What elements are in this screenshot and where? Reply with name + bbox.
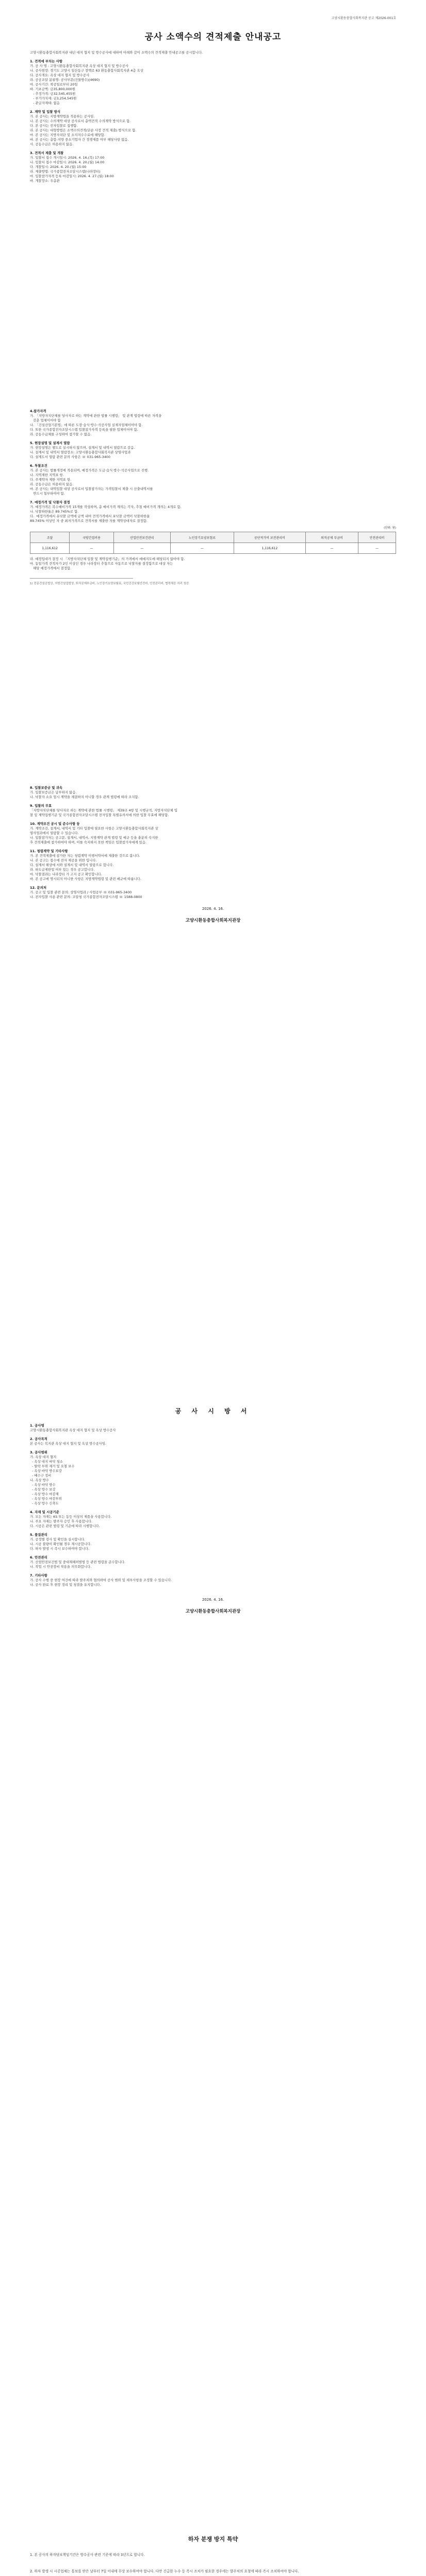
notice-organization: 고양시환동충합사회복지관장 (185, 918, 241, 923)
list-item: 가. 공고 및 입찰 관련 문의: 상영사업과 / 사업공부 ☏ 031-965-3400 (30, 890, 132, 894)
table-header: 안전관리비 (358, 532, 396, 543)
table-header: 국방간접비용 (70, 532, 113, 543)
list-item: 찰 및 계약집행기준 및 국가종합전자조달시스템 전자입찰 특별유의서에 의한 입찰 무효에 해당함. (30, 813, 169, 817)
section-9-heading: 9. 입찰의 무효 (30, 804, 52, 808)
list-item: 가. 본 견적제출에 참가한 자는 청렴계약 이행서약서에 제출한 것으로 봅니다. (30, 854, 140, 858)
table-cell: 1,116,612 (30, 543, 70, 554)
list-item: 바. 기초금액: 금35,800,000원 (30, 87, 76, 91)
list-item: 라. 하도급제한업 여부 있는 경우 공고합니다. (30, 868, 95, 872)
list-item: 다. 예정가격에서 유낙찰 금액에 금액 내여 견적가격에서 포낙찰 금액이 낙찰하한율 (30, 514, 150, 518)
table-cell: — (70, 543, 113, 554)
list-item: 가. 「지방자치단체를 당사자로 하는 계약에 관한 법률 시행령」 및 관계 법령에 따른 자격을 (30, 414, 162, 418)
list-item: 마. 낙찰결과는 나라장터 가 고지 공고 확인합니다. (30, 872, 102, 876)
footnote: 1) 전문건설공법상, 지방건설업법상, 퇴직공제부금비, 노인장기요양보험료, 국민건강보험안전비, 안전관리비, 협력체공 처리 청산 (30, 582, 189, 585)
spec-section-3-heading: 3. 공사범위 (30, 1450, 47, 1454)
notice-title: 공사 소액수의 견적제출 안내공고 (144, 32, 282, 42)
list-item: 다. 설계도서 열람 관련 문의 사항은 ☏ 031-965-3400 (30, 455, 110, 459)
spec-section-5-heading: 5. 품질관리 (30, 1533, 47, 1537)
table-header: 조달 (30, 532, 70, 543)
table-header: 산업안전보건관리 (113, 532, 170, 543)
list-item: 가. 본 공사는 법률개정에 적용되며, 예정가격은 도급·습식·방수·석공사업으로 진행. (30, 468, 149, 472)
list-item: 사. 공동수급은 허용하지 않음. (30, 142, 74, 146)
section-4-heading: 4.참가자격 (30, 409, 46, 413)
list-item: 가. 입찰서 접수 개시일시: 2026. 4. 16.(목) 17:00 (30, 156, 105, 160)
bid-table (30, 532, 396, 554)
list-item: 가. 현장설명은 별도로 실시하지 않으며, 설계서 및 내역서 열람으로 갈음. (30, 446, 135, 450)
list-item: 후 견적제출에 참가하여야 하며, 이를 숙지하지 못한 책임은 입찰참가자에게 있음. (30, 840, 147, 844)
table-header: 노인장기요양보험료 (171, 532, 234, 543)
list-item: - 옥상 방수 보강 (30, 1487, 56, 1492)
list-item: 해당 예정가격에서 결정함. (30, 566, 72, 570)
section-5-heading: 5. 현장설명 및 설계서 열람 (30, 441, 70, 445)
list-item: 가. 공 사 명 : 고양시환동충합사회복지관 옥상 대지 협지 및 방수공사 (30, 64, 129, 68)
spec-section-2-heading: 2. 공사목적 (30, 1437, 47, 1441)
table-header: 퇴직공제 부금비 (306, 532, 358, 543)
list-item: 나. 시공 불량이 확인될 경우 재시공합니다. (30, 1542, 92, 1546)
list-item: 나. 낙찰자 소요 업시 계약을 체결하지 아니할 경우 관계 법령에 따라 조치함. (30, 795, 139, 799)
list-item: 나. 설계서 및 내역서 열람장소: 고양시환동충합사회복지관 상영사업과 (30, 450, 131, 454)
list-item: 본 공사는 복지관 옥상 대지 협지 및 옥상 방수공사임. (30, 1442, 106, 1446)
spec-section-7-heading: 7. 기타사항 (30, 1573, 47, 1578)
warranty-paragraph: 1. 본 공사의 하자담보책임기간은 방수공사 관련 기준에 따라 3년으로 합니다. (30, 2553, 145, 2557)
list-item: 나. 지역제한 지역표 항. (30, 473, 64, 477)
section-10-body (30, 826, 396, 845)
page-gap (30, 183, 396, 405)
list-item: 다. 주계약자 제한 지역표 항. (30, 478, 72, 482)
list-item: 다. 시공은 관련 법령 및 기준에 따라 시행합니다. (30, 1524, 100, 1528)
spec-date: 2026. 4. 16. (202, 1598, 224, 1602)
list-item: 가. 공사 수행 중 현장 여건에 따라 발주처와 협의하여 공사 범위 및 세부사항을 조정할 수 있습니다. (30, 1578, 172, 1582)
list-item: - 옥상 방수 마감재 (30, 1492, 59, 1496)
list-item: 라. 예정입대가 결정 시 「지방자치단체 입찰 및 계약집행기준」의 가격에서 예예지도에 해당되지 않아야 함. (30, 557, 185, 561)
list-item: - 옥상 바닥 방수 (30, 1483, 56, 1487)
list-item: - 옥상 바닥 방수보강 (30, 1469, 62, 1473)
spec-organization: 고양시환동충합사회복지관장 (185, 1609, 241, 1614)
list-item: 다. 공사개요: 옥상 대지 협지 및 방수공사 (30, 73, 90, 77)
spec-title: 공 사 시 방 서 (175, 1408, 251, 1415)
section-6-heading: 6. 투찰조건 (30, 464, 47, 468)
list-item: 나. 공사현장: 경기도 고양시 일산동구 장백로 63 환동충합사회복지관 4층 옥상 (30, 69, 143, 73)
list-item: - 관급자재대: 없음 (30, 101, 60, 105)
spec-section-6-body (30, 1560, 396, 1569)
table-cell: — (171, 543, 234, 554)
section-9-body (30, 808, 396, 818)
list-item: 마. 본 공사는 내역입찰 대상 공사로서 입찰참가자는 가격입찰서 제출 시 산출내역서를 (30, 487, 153, 491)
spec-section-7-body (30, 1578, 396, 1587)
list-item: 마. 입찰참가자격 등록 마감일시: 2026. 4. 27.(월) 18:00 (30, 174, 114, 178)
list-item: 나. 입찰참가자는 공고문, 설계서, 내역서, 지방계약 관계 법령 및 예규 등을 충분히 숙지한 (30, 836, 158, 840)
list-item: 바. 본 공고에 명시되지 아니한 사항은 지방계약법령 및 관련 예규에 따릅니다. (30, 877, 141, 881)
page-gap (30, 586, 396, 782)
notice-page (30, 15, 396, 1072)
spec-section-6-heading: 6. 안전관리 (30, 1555, 47, 1560)
table-cell: 1,116,612 (234, 543, 305, 554)
section-5-body (30, 446, 396, 460)
list-item: 다. 본 공사는 전자입찰로 집행함. (30, 124, 78, 128)
list-item: 라. 제출방법: 국가종합전자조달시스템(나라장터) (30, 170, 101, 174)
list-item: 바. 개찰장소: 우총관 (30, 179, 60, 183)
list-item: 라. 공동수급은 허용하지 않음. (30, 482, 74, 486)
list-item: 가. 공정별 검사 및 확인을 실시합니다. (30, 1537, 85, 1541)
section-3-body (30, 156, 396, 183)
list-item: - 배수구 정비 (30, 1473, 52, 1478)
list-item: 나. 공사 완료 후 현장 정리 및 청결을 유지합니다. (30, 1583, 101, 1587)
section-11-heading: 11. 청렴계약 및 기타사항 (30, 849, 68, 853)
list-item: 마. 동일가격 견적자가 2인 이상인 경우 나라장터 추첨으로 자동으로 낙찰자를 결정함으로 대상 자는 (30, 562, 173, 566)
list-item: 가. 예정가격은 복수예비가격 15개를 작성하며, 총 예비가격 개의는 각자, 추첨 예비가격 개의는 4개로 함. (30, 505, 182, 509)
list-item: - 옥상 방수 마감부위 (30, 1497, 62, 1501)
list-item: 가. 본 공사는 지방계약법을 적용하는 공사임. (30, 114, 95, 118)
list-item: 나. 낙찰하한율은 89.745%로 함. (30, 510, 79, 514)
table-header: 공단적가비 보전관리비 (234, 532, 305, 543)
spec-section-3-body (30, 1455, 396, 1506)
table-unit: (단위: 원) (384, 527, 396, 530)
list-item: 반드시 첨부하여야 함. (30, 492, 65, 496)
section-7-body (30, 505, 396, 523)
list-item: 가. 계약조건, 설계서, 내역서 및 기타 입찰에 필요한 사항은 고양시환동충합사회복지관 상 (30, 826, 158, 831)
list-item: 가. 옥상 대지 협지 (30, 1455, 57, 1459)
warranty-page (30, 2530, 396, 2576)
list-item: 가. 모든 자재는 KS 또는 동등 이상의 제품을 사용합니다. (30, 1515, 112, 1519)
section-7-heading: 7. 예정가격 및 낙찰자 결정 (30, 500, 70, 504)
section-1-body (30, 64, 396, 106)
spec-page (30, 1401, 396, 1917)
spec-section-5-body (30, 1537, 396, 1551)
list-item: 마. 공사기간: 착공일로부터 20일 (30, 82, 78, 87)
list-item: 다. 하자 발생 시 즉시 보수하여야 합니다. (30, 1547, 90, 1551)
list-item: 다. 또한 국가종합전자조달시스템 입찰참가자격 등록을 필한 업체이어야 함. (30, 428, 138, 432)
list-item: 영사업과에서 열람할 수 있습니다. (30, 831, 79, 835)
list-item: 89.745% 이상인 자 중 최저가격으로 견적서를 제출한 자를 계약상대자로 결정함. (30, 519, 148, 523)
warranty-paragraph: 2. 하자 발생 시 시공업체는 통보를 받은 날부터 7일 이내에 무상 보수하여야 합니다. 다만 긴급한 누수 등 즉시 조치가 필요한 경우에는 발주처의 요청에 따라 즉시 조치하여야 합니다. (30, 2569, 299, 2573)
table-cell: — (306, 543, 358, 554)
list-item: 마. 본 공사는 지방자치단 및 소지지수수료에 해당함. (30, 133, 105, 137)
list-item: 나. 「건설산업기본법」에 따른 도장·습식·방수·석공사업 실제자업체이어야 함. (30, 423, 143, 427)
list-item: 라. 공동수급체를 구성하여 참가할 수 없음. (30, 432, 92, 436)
spec-section-4-heading: 4. 자재 및 시공기준 (30, 1510, 59, 1514)
section-4-body (30, 414, 396, 437)
section-3-heading: 3. 견적서 제출 및 개찰 (30, 151, 64, 155)
section-6-body (30, 468, 396, 496)
list-item: 나. 옥상 방수 (30, 1478, 49, 1482)
list-item: 나. 작업 시 안전장비 착용을 의무화합니다. (30, 1565, 92, 1569)
list-item: 라. 공공조달 분류명: 공사부문(건물방수)(4690) (30, 78, 100, 82)
list-item: - 추정가격: 금32,545,455원 (30, 92, 76, 96)
list-item: 라. 본 공사는 대형방법은 소액수의견적(단순 사장 견적 제출) 방식으로 함. (30, 128, 137, 132)
footnote-divider (30, 578, 133, 579)
section-11-body (30, 854, 396, 882)
list-item: 갖춘 업체이어야 함 (30, 418, 61, 422)
spec-section-4-body (30, 1515, 396, 1529)
section-7-after (30, 557, 396, 571)
list-item: - 옥상 대지 바닥 청소 (30, 1460, 63, 1464)
notice-date: 2026. 4. 16. (202, 907, 224, 911)
doc-number: 고양시환동충합사회복지관 공고 제2026-001호 (331, 16, 396, 20)
list-item: 고양시환동충합사회복지관 옥상 대지 협지 및 옥상 방수공사 (30, 1428, 116, 1432)
spec-section-1-heading: 1. 공사명 (30, 1423, 44, 1428)
list-item: 「지방자치단체를 당사자로 하는 계약에 관한 법률 시행령」 제39조 4항 및 시행규칙, 지방자치단체 입 (30, 808, 177, 812)
table-cell: — (358, 543, 396, 554)
section-12-body (30, 890, 396, 900)
list-item: 가. 입찰보증금은 납부하지 않음. (30, 790, 77, 794)
list-item: - 옥상 방수 신축도 (30, 1501, 59, 1505)
warranty-title: 하자 분쟁 방지 특약 (188, 2536, 238, 2543)
list-item: - 부가가치세: 금3,254,545원 (30, 96, 77, 100)
section-8-heading: 8. 입찰보증금 및 귀속 (30, 786, 62, 790)
section-2-heading: 2. 계약 및 입찰 방식 (30, 110, 60, 114)
table-header-row (30, 532, 396, 543)
list-item: 나. 전자입찰 사용 관련 문의: 조달청 국가종합전자조달시스템 ☏ 1588-0800 (30, 895, 142, 899)
table-row (30, 543, 396, 554)
section-12-heading: 12. 문의처 (30, 886, 47, 890)
table-cell: — (113, 543, 170, 554)
section-10-heading: 10. 계약조건 공시 및 준수사항 등 (30, 822, 80, 826)
section-8-body (30, 790, 396, 800)
list-item: 바. 본 공사는 총합-지방 중소기업자 간 경쟁제품 여부 해당사항 없음. (30, 138, 129, 142)
list-item: 나. 본 공사는 수의계약 대상 공사로서 총액견적 수의계약 방식으로 함. (30, 119, 131, 123)
list-item: 가. 산업안전보건법 및 중대재해처벌법 등 관련 법령을 준수합니다. (30, 1560, 125, 1564)
list-item: 나. 입찰서 접수 마감일시: 2026. 4. 20.(월) 14:00 (30, 160, 105, 164)
section-2-body (30, 114, 396, 147)
list-item: 나. 본 공고는 접수에 전자 제공을 위한 입니다. (30, 858, 97, 862)
intro-text: 고양시환동충합사회복지관 내년 대지 협지 및 방수공사에 대하여 아래와 같이 소액수의 견적제출 안내공고를 공시합니다. (30, 50, 203, 55)
section-1-heading: 1. 견적에 부치는 사항 (30, 59, 62, 63)
list-item: 나. 주요 자재는 발주자 승인 후 사용합니다. (30, 1519, 93, 1523)
list-item: 다. 개찰일시: 2026. 4. 20.(월) 15:00 (30, 165, 87, 169)
list-item: 다. 설계서 해상에 서와 설계서 및 내역서 열람으로 합니다. (30, 863, 114, 867)
list-item: - 탈락 부위 제거 및 요철 보수 (30, 1464, 75, 1468)
